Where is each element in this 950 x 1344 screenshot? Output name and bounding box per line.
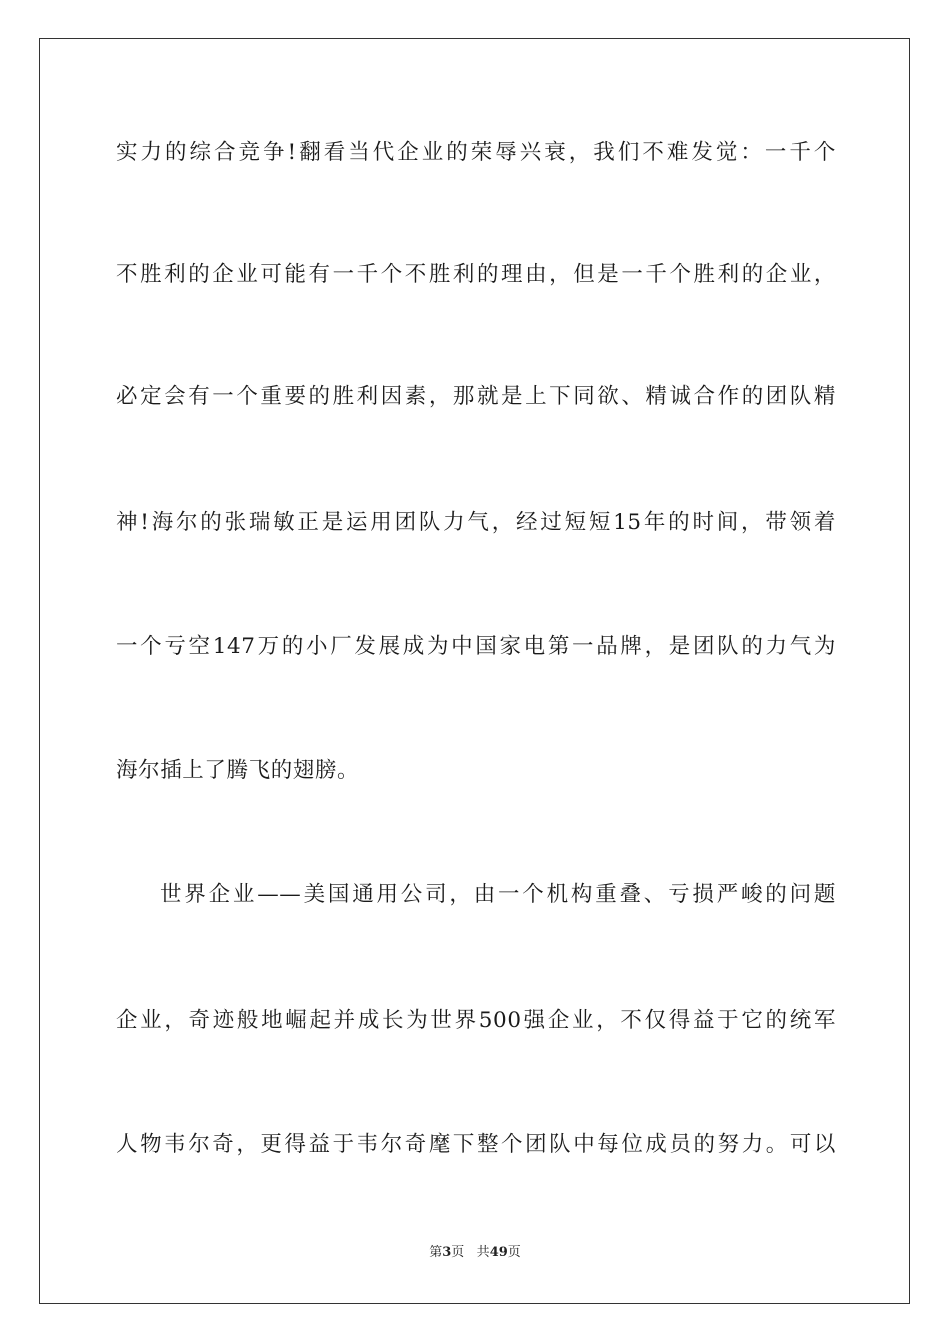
body-line-1: 实力的综合竞争!翻看当代企业的荣辱兴衰，我们不难发觉：一千个 (116, 140, 836, 165)
body-line-4: 神!海尔的张瑞敏正是运用团队力气，经过短短15年的时间，带领着 (116, 510, 836, 535)
body-line-5: 一个亏空147万的小厂发展成为中国家电第一品牌，是团队的力气为 (116, 634, 836, 659)
page-border (39, 38, 910, 1304)
body-line-9: 人物韦尔奇，更得益于韦尔奇麾下整个团队中每位成员的努力。可以 (116, 1132, 836, 1157)
body-line-2: 不胜利的企业可能有一千个不胜利的理由，但是一千个胜利的企业， (116, 262, 836, 287)
body-line-8: 企业，奇迹般地崛起并成长为世界500强企业，不仅得益于它的统军 (116, 1008, 836, 1033)
page-footer (0, 1244, 950, 1262)
body-line-7-paragraph-start: 世界企业——美国通用公司，由一个机构重叠、亏损严峻的问题 (160, 882, 836, 907)
total-label-prefix: 共 (476, 1245, 490, 1260)
total-pages-number: 49 (489, 1245, 508, 1260)
page-label-suffix: 页 (451, 1245, 465, 1260)
current-page-number: 3 (442, 1245, 452, 1260)
total-label-suffix: 页 (507, 1245, 521, 1260)
body-line-3: 必定会有一个重要的胜利因素，那就是上下同欲、精诚合作的团队精 (116, 384, 836, 409)
body-line-6: 海尔插上了腾飞的翅膀。 (116, 758, 360, 783)
page-label-prefix: 第 (429, 1245, 443, 1260)
